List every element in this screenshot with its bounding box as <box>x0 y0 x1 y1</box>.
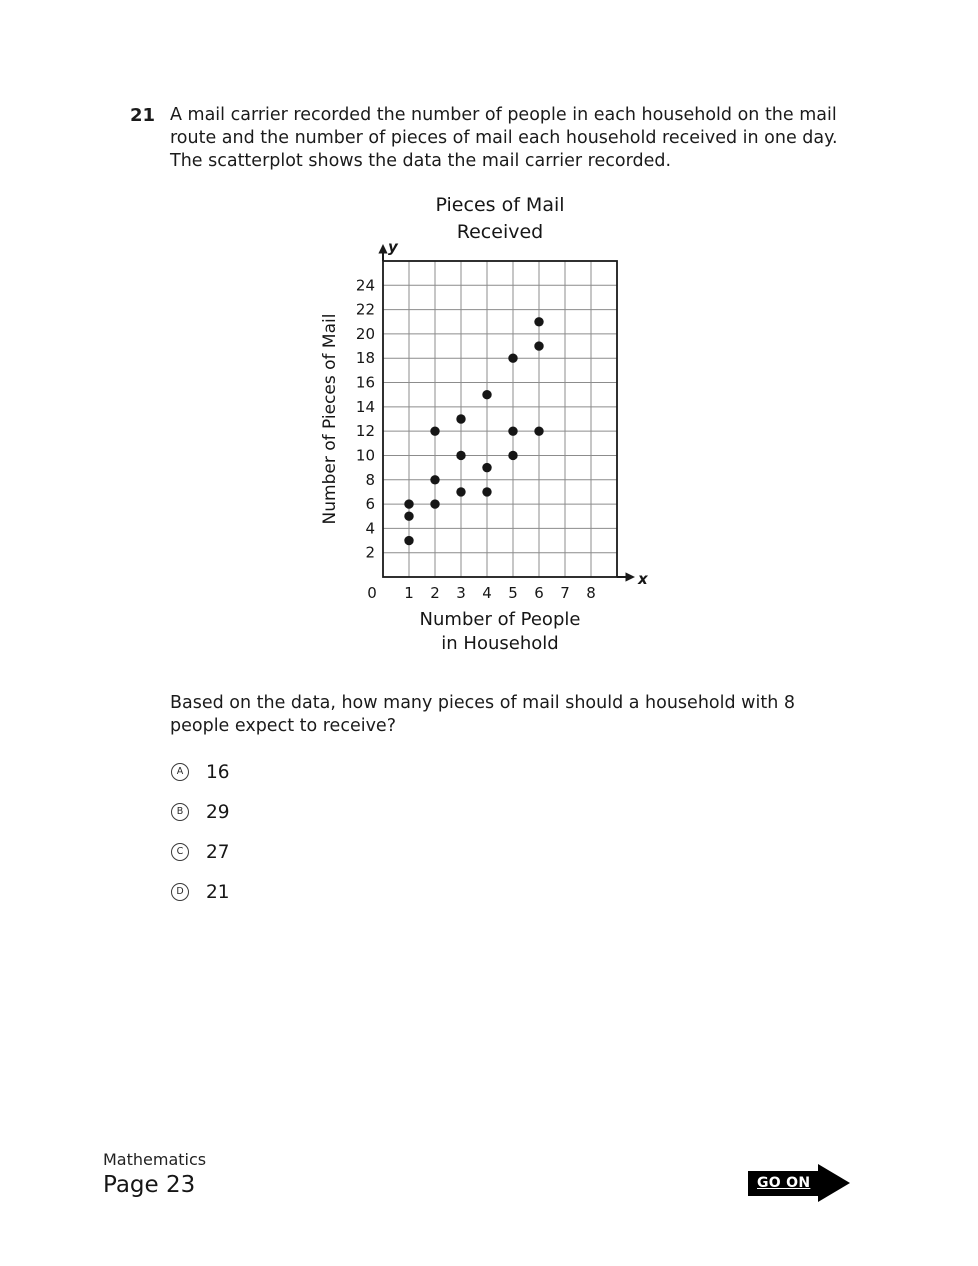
data-point <box>430 475 439 484</box>
y-axis-label: Number of Pieces of Mail <box>320 313 340 525</box>
data-point <box>456 451 465 460</box>
x-tick-label: 1 <box>404 584 414 602</box>
choice-a[interactable] <box>171 752 910 792</box>
choice-c[interactable] <box>171 832 910 872</box>
data-point <box>456 487 465 496</box>
data-point <box>456 414 465 423</box>
choice-a-text: 16 <box>206 761 230 783</box>
choice-d-text: 21 <box>206 881 230 903</box>
go-on-arrow-icon <box>818 1164 850 1202</box>
data-point <box>508 451 517 460</box>
plot-border <box>383 261 617 577</box>
x-tick-label: 6 <box>534 584 544 602</box>
go-on-button[interactable] <box>748 1164 850 1202</box>
data-point <box>534 341 543 350</box>
subject-label: Mathematics <box>103 1150 207 1169</box>
choice-d[interactable] <box>171 872 910 912</box>
data-point <box>508 354 517 363</box>
x-tick-label: 2 <box>430 584 440 602</box>
choice-a-bubble[interactable]: A <box>171 763 189 781</box>
x-tick-label: 8 <box>586 584 596 602</box>
x-tick-label: 7 <box>560 584 570 602</box>
question-prompt: A mail carrier recorded the number of people in each household on the mail route and the number of pieces of mail each household received in one day. The scatterplot shows the data the mail carrier recorded. <box>170 105 838 171</box>
y-tick-label: 8 <box>365 470 375 489</box>
choice-b[interactable] <box>171 792 910 832</box>
y-tick-label: 22 <box>355 300 375 319</box>
choice-c-text: 27 <box>206 841 230 863</box>
x-tick-label: 3 <box>456 584 466 602</box>
y-tick-label: 20 <box>355 324 375 343</box>
y-axis-arrowhead <box>378 244 387 254</box>
x-tick-label: 0 <box>367 584 377 602</box>
y-tick-label: 2 <box>365 543 375 562</box>
data-point <box>430 499 439 508</box>
x-tick-label: 5 <box>508 584 518 602</box>
y-axis-symbol: y <box>388 238 398 256</box>
y-tick-label: 16 <box>355 373 375 392</box>
scatterplot-figure <box>295 185 667 664</box>
page-number: Page 23 <box>103 1172 196 1198</box>
data-point <box>404 499 413 508</box>
scatterplot-svg <box>295 185 667 660</box>
question-followup: Based on the data, how many pieces of mail should a household with 8 people expect to receive? <box>170 693 795 736</box>
data-point <box>430 426 439 435</box>
answer-choices <box>171 752 910 912</box>
chart-title: Received <box>456 221 544 243</box>
y-tick-label: 24 <box>355 276 375 295</box>
x-tick-label: 4 <box>482 584 492 602</box>
data-point <box>404 512 413 521</box>
go-on-label[interactable]: GO ON <box>748 1171 819 1196</box>
question-block <box>130 104 910 912</box>
x-axis-symbol: x <box>638 570 648 588</box>
grid <box>383 261 617 577</box>
y-tick-label: 18 <box>355 349 375 368</box>
y-tick-label: 10 <box>355 446 375 465</box>
question-header <box>130 104 910 173</box>
choice-b-text: 29 <box>206 801 230 823</box>
y-tick-label: 6 <box>365 495 375 514</box>
x-axis-arrowhead <box>626 572 636 581</box>
data-point <box>534 426 543 435</box>
choice-b-bubble[interactable]: B <box>171 803 189 821</box>
data-point <box>482 463 491 472</box>
x-axis-label: in Household <box>441 633 559 654</box>
data-point <box>482 487 491 496</box>
y-tick-label: 12 <box>355 422 375 441</box>
data-point <box>508 426 517 435</box>
footer <box>103 1150 206 1198</box>
choice-d-bubble[interactable]: D <box>171 883 189 901</box>
chart-title: Pieces of Mail <box>435 194 565 216</box>
data-point <box>404 536 413 545</box>
x-axis-label: Number of People <box>419 609 581 630</box>
data-point <box>482 390 491 399</box>
y-tick-label: 14 <box>355 397 375 416</box>
y-tick-label: 4 <box>365 519 375 538</box>
choice-c-bubble[interactable]: C <box>171 843 189 861</box>
data-point <box>534 317 543 326</box>
question-number: 21 <box>130 105 156 126</box>
